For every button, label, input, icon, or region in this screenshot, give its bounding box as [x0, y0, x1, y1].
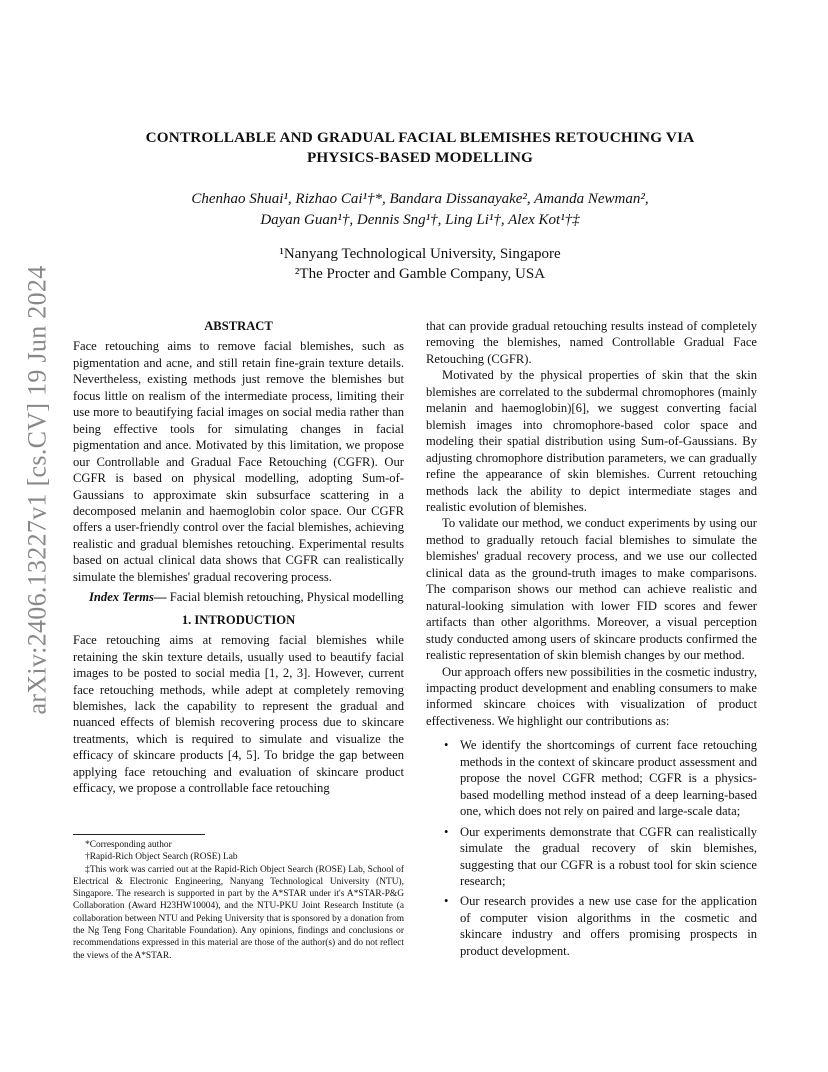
contribution-text: Our experiments demonstrate that CGFR can realistically simulate the gradual recovery of skin blemishes, suggesting that our CGFR is a robust tool for skin science research;	[460, 824, 757, 888]
author-line-1: Chenhao Shuai¹, Rizhao Cai¹†*, Bandara Dissanayake², Amanda Newman²,	[191, 191, 649, 207]
footnote-corresponding: *Corresponding author	[85, 840, 172, 850]
abstract-text: Face retouching aims to remove facial blemishes, such as pigmentation and acne, and still retain fine-grain texture details. Nevertheless, existing methods just remove the blemishes but focus little on realism of the intermediate process, limiting their use more to beautifying facial images on social media rather than being effective tools for simulating changes in facial pigmentation and ance. Motivated by this limitation, we propose our Controllable and Gradual Face Retouching (CGFR). Our CGFR is based on physical modelling, adopting Sum-of-Gaussians to approximate skin subsurface scattering in a decomposed melanin and haemoglobin color space. Our CGFR offers a user-friendly control over the facial blemishes, achieving realistic and gradual blemishes retouching. Experimental results based on actual clinical data shows that CGFR can realistically simulate the blemishes' gradual recovering process.	[73, 339, 404, 584]
contribution-text: Our research provides a new use case for the application of computer vision algorithms in the cosmetic and skincare industry and offers promising prospects in product development.	[460, 894, 757, 958]
affiliation-list	[110, 244, 730, 284]
footnotes	[73, 834, 404, 962]
introduction-paragraph-3: To validate our method, we conduct experiments by using our method to gradually retouch facial blemishes to simulate the blemishes' gradual recovery process, and we use our collected clinical data as the ground-truth images to make comparisons. The comparison shows our method can achieve realistic and natural-looking simulation with lower FID scores and fewer artifacts than other algorithms. Moreover, a visual perception study conducted among users of skincare products confirmed the realistic representation of skin blemish changes by our method.	[426, 516, 757, 663]
index-terms-label: Index Terms—	[89, 590, 167, 605]
contribution-text: We identify the shortcomings of current face retouching methods in the context of skincare product assessment and propose the novel CGFR method; CGFR is a physics-based modelling method instead of a deep learning-based one, which does not rely on paired and large-scale data;	[460, 738, 757, 819]
index-terms	[73, 589, 404, 605]
affiliation-2: ²The Procter and Gamble Company, USA	[294, 266, 546, 282]
author-list	[110, 189, 730, 231]
author-line-2: Dayan Guan¹†, Dennis Sng¹†, Ling Li¹†, Alex Kot¹†‡	[260, 212, 580, 228]
paper-title: CONTROLLABLE AND GRADUAL FACIAL BLEMISHES RETOUCHING VIA PHYSICS-BASED MODELLING	[145, 129, 695, 166]
footnote-rule	[73, 834, 205, 835]
contribution-item	[444, 893, 757, 959]
footnote-rose-lab: †Rapid-Rich Object Search (ROSE) Lab	[85, 852, 238, 863]
arxiv-identifier-stamp	[20, 265, 56, 715]
arxiv-identifier-text: arXiv:2406.13227v1 [cs.CV] 19 Jun 2024	[23, 265, 53, 715]
left-column	[73, 318, 404, 797]
contribution-item	[444, 824, 757, 890]
introduction-paragraph-1: Face retouching aims at removing facial blemishes while retaining the skin texture details, usually used to beautify facial images to be posted to social media [1, 2, 3]. However, current face retouching methods, while adept at completely removing blemishes, lack the capability to represent the gradual and nuanced effects of blemish recovering process due to skincare treatments, which is required to simulate and visualize the efficacy of skincare products [4, 5]. To bridge the gap between applying face retouching and evaluation of skincare product efficacy, we propose a controllable face retouching	[73, 633, 404, 796]
index-terms-text: Facial blemish retouching, Physical modelling	[166, 590, 404, 605]
bullet-icon: •	[444, 738, 449, 753]
introduction-heading: 1. INTRODUCTION	[181, 612, 296, 627]
right-column	[426, 318, 757, 963]
introduction-paragraph-1-continued: that can provide gradual retouching results instead of completely removing the blemishes, named Controllable Gradual Face Retouching (CGFR).	[426, 319, 757, 366]
contribution-item	[444, 737, 757, 819]
affiliation-1: ¹Nanyang Technological University, Singapore	[279, 246, 561, 262]
footnote-funding: ‡This work was carried out at the Rapid-Rich Object Search (ROSE) Lab, School of Electrical & Electronic Engineering, Nanyang Technological University (NTU), Singapore. The research is supported in part by the A*STAR under it's A*STAR-P&G Collaboration (Award H23HW10004), and the NTU-PKU Joint Research Institute (a collaboration between NTU and Peking University that is sponsored by a donation from the Ng Teng Fong Charitable Foundation). Any opinions, findings and conclusions or recommendations expressed in this material are those of the author(s) and do not reflect the views of the A*STAR.	[73, 864, 404, 961]
introduction-paragraph-4: Our approach offers new possibilities in the cosmetic industry, impacting product development and enabling consumers to make informed skincare choices with visualization of product effectiveness. We highlight our contributions as:	[426, 664, 757, 728]
contribution-list	[426, 737, 757, 959]
abstract-heading: ABSTRACT	[204, 319, 273, 333]
bullet-icon: •	[444, 824, 449, 839]
bullet-icon: •	[444, 894, 449, 909]
introduction-paragraph-2: Motivated by the physical properties of skin that the skin blemishes are correlated to the subdermal chromophores (mainly melanin and haemoglobin)[6], we suggest converting facial blemish images into chromophore-based color space and modeling their spatial distribution using Sum-of-Gaussians. By adjusting chromophore distribution parameters, we can gradually refine the appearance of skin blemishes. Current retouching methods lack the ability to depict intermediate stages and realistic evolution of blemishes.	[426, 368, 757, 514]
